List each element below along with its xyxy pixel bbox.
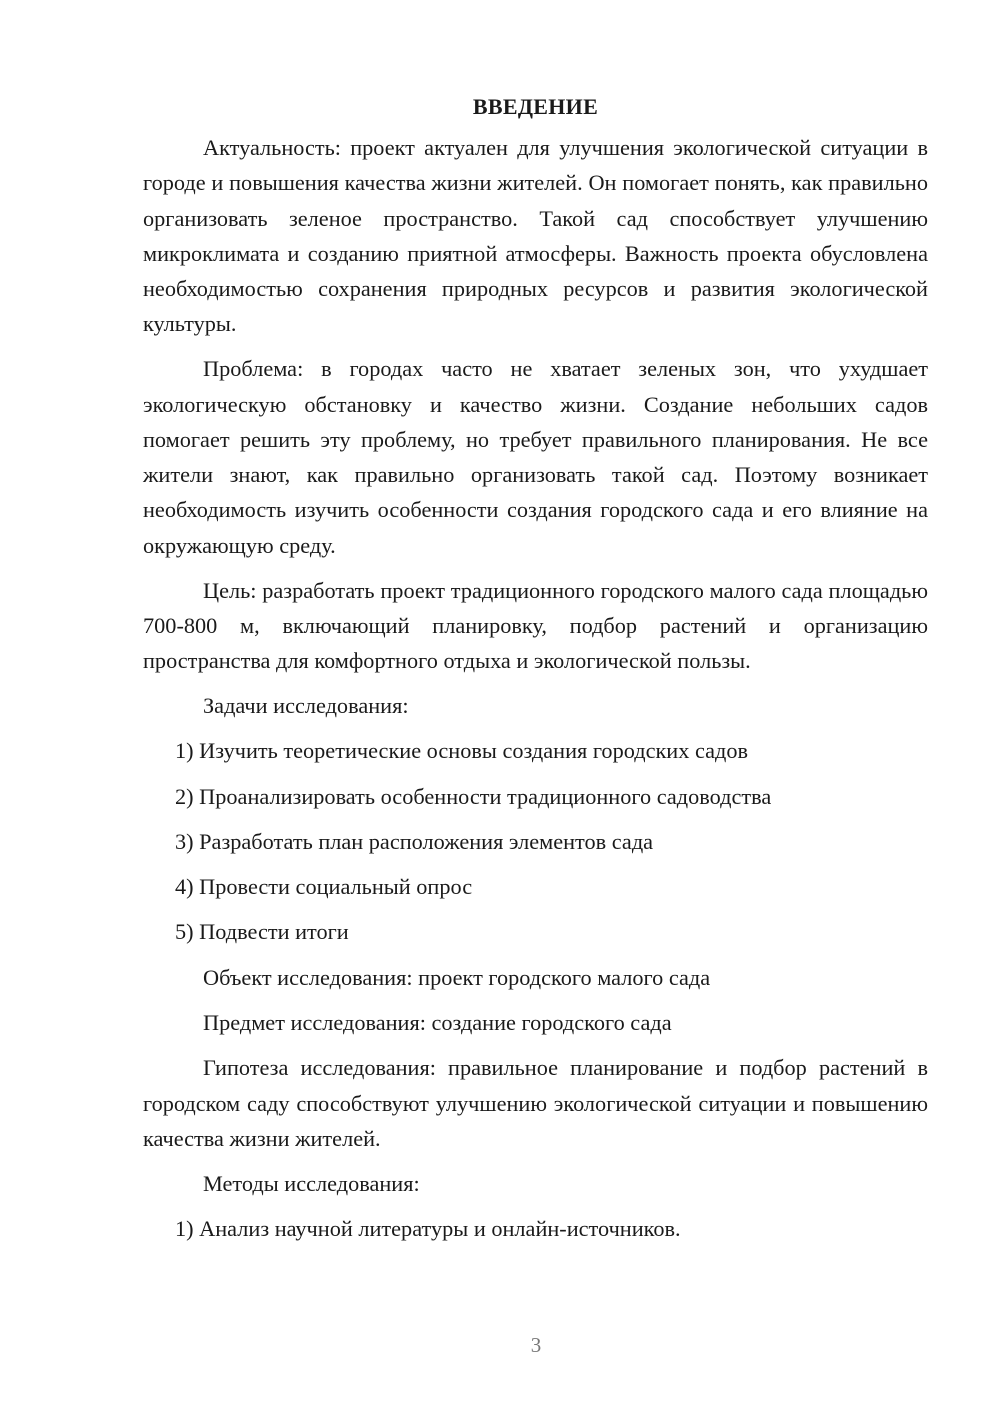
task-item-1: 1) Изучить теоретические основы создания городских садов	[175, 738, 749, 764]
section-heading: ВВЕДЕНИЕ	[472, 94, 599, 119]
goal-paragraph: Цель: разработать проект традиционного городского малого сада площадью 700-800 м, включающий планировку, подбор растений и организацию пространства для комфортного отдыха и экологической пользы.	[143, 577, 928, 674]
problem-paragraph: Проблема: в городах часто не хватает зеленых зон, что ухудшает экологическую обстановку и качество жизни. Создание небольших садов помогает решить эту проблему, но требует правильного планирования. Не все жители знают, как правильно организовать такой сад. Поэтому возникает необходимость изучить особенности создания городского сада и его влияние на окружающую среду.	[143, 356, 928, 558]
task-item-5: 5) Подвести итоги	[175, 919, 349, 945]
tasks-title: Задачи исследования:	[203, 692, 409, 718]
task-item-3: 3) Разработать план расположения элементов сада	[175, 828, 654, 854]
method-item-1: 1) Анализ научной литературы и онлайн-источников.	[175, 1216, 681, 1242]
research-subject: Предмет исследования: создание городского сада	[203, 1010, 672, 1036]
page-number: 3	[530, 1333, 542, 1357]
research-object: Объект исследования: проект городского малого сада	[203, 964, 711, 990]
task-item-4: 4) Провести социальный опрос	[175, 874, 473, 900]
relevance-paragraph: Актуальность: проект актуален для улучшения экологической ситуации в городе и повышения качества жизни жителей. Он помогает понять, как правильно организовать зеленое пространство. Такой сад способствует улучшению микроклимата и созданию приятной атмосферы. Важность проекта обусловлена необходимостью сохранения природных ресурсов и развития экологической культуры.	[143, 135, 928, 337]
methods-title: Методы исследования:	[203, 1170, 420, 1196]
hypothesis-paragraph: Гипотеза исследования: правильное планирование и подбор растений в городском саду способствуют улучшению экологической ситуации и повышению качества жизни жителей.	[143, 1055, 928, 1151]
task-item-2: 2) Проанализировать особенности традиционного садоводства	[175, 783, 772, 809]
document-page	[143, 92, 928, 1256]
